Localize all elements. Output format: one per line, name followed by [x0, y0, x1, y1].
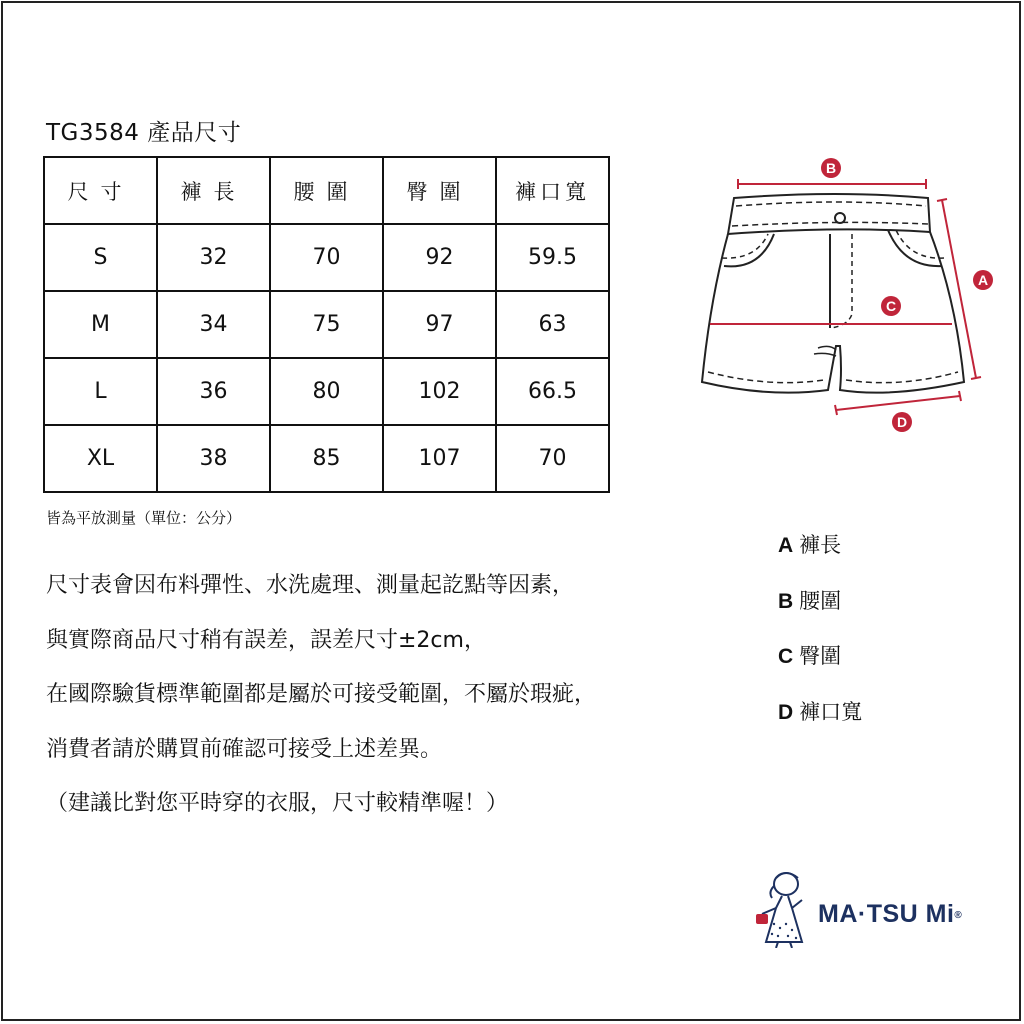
table-cell: 75: [270, 291, 383, 358]
legend-item: D 褲口寬: [778, 699, 863, 724]
disclaimer-line: 與實際商品尺寸稍有誤差，誤差尺寸±2cm，: [46, 627, 486, 653]
col-header-size: 尺寸: [44, 157, 157, 224]
brand-mascot-logo: [752, 868, 818, 948]
svg-text:C: C: [885, 298, 897, 314]
shorts-diagram: [690, 150, 1000, 440]
disclaimer-line: 尺寸表會因布料彈性、水洗處理、測量起訖點等因素，: [46, 573, 575, 598]
right-pocket: [888, 230, 942, 266]
legend-item: C 臀圍: [778, 644, 842, 668]
table-cell: M: [44, 291, 157, 358]
right-hem-stitch: [846, 372, 958, 383]
table-cell: 70: [270, 224, 383, 291]
crotch-detail: [814, 346, 836, 356]
table-row: [44, 358, 609, 425]
svg-text:B: B: [825, 160, 837, 176]
left-pocket: [724, 234, 774, 266]
disclaimer-line: 在國際驗貨標準範圍都是屬於可接受範圍，不屬於瑕疵，: [46, 682, 597, 707]
table-cell: S: [44, 224, 157, 291]
marker-b: [821, 158, 841, 178]
legend-item: B 腰圍: [778, 588, 842, 613]
col-header-hem: 褲口寬: [496, 157, 609, 224]
marker-a: [973, 270, 993, 290]
col-header-hip: 臀圍: [383, 157, 496, 224]
page-title: TG3584 產品尺寸: [46, 120, 242, 146]
button-icon: [835, 213, 845, 223]
table-cell: 97: [383, 291, 496, 358]
table-cell: 32: [157, 224, 270, 291]
disclaimer-line: 消費者請於購買前確認可接受上述差異。: [46, 736, 443, 762]
fly-stitch: [830, 234, 852, 328]
table-cell: 34: [157, 291, 270, 358]
marker-c: [881, 296, 901, 316]
table-row: [44, 425, 609, 492]
legend-item: A 褲長: [778, 533, 842, 557]
diagram-legend: [778, 528, 862, 750]
marker-d: [892, 412, 912, 432]
svg-text:A: A: [977, 272, 989, 288]
col-header-waist: 腰圍: [270, 157, 383, 224]
waistband-stitch-top: [736, 202, 926, 206]
measure-line-d: [836, 396, 960, 410]
left-hem-stitch: [708, 372, 824, 383]
table-cell: 92: [383, 224, 496, 291]
table-cell: 70: [496, 425, 609, 492]
waistband-outline: [728, 194, 930, 234]
waistband-stitch-bottom: [732, 222, 928, 226]
col-header-length: 褲長: [157, 157, 270, 224]
table-cell: XL: [44, 425, 157, 492]
table-cell: L: [44, 358, 157, 425]
size-table: [43, 156, 610, 493]
table-cell: 38: [157, 425, 270, 492]
brand-name: MA·TSU Mi®: [818, 900, 963, 928]
table-cell: 66.5: [496, 358, 609, 425]
table-row: [44, 291, 609, 358]
table-cell: 63: [496, 291, 609, 358]
table-cell: 85: [270, 425, 383, 492]
table-cell: 102: [383, 358, 496, 425]
table-cell: 36: [157, 358, 270, 425]
mascot-bag-icon: [756, 914, 768, 924]
table-cell: 59.5: [496, 224, 609, 291]
disclaimer-line: （建議比對您平時穿的衣服，尺寸較精準喔！）: [46, 791, 509, 816]
disclaimer-paragraph: [46, 559, 596, 832]
table-row: [44, 224, 609, 291]
table-header-row: [44, 157, 609, 224]
svg-text:D: D: [896, 414, 908, 430]
table-cell: 80: [270, 358, 383, 425]
measurement-note: 皆為平放測量（單位：公分）: [46, 509, 242, 527]
table-cell: 107: [383, 425, 496, 492]
